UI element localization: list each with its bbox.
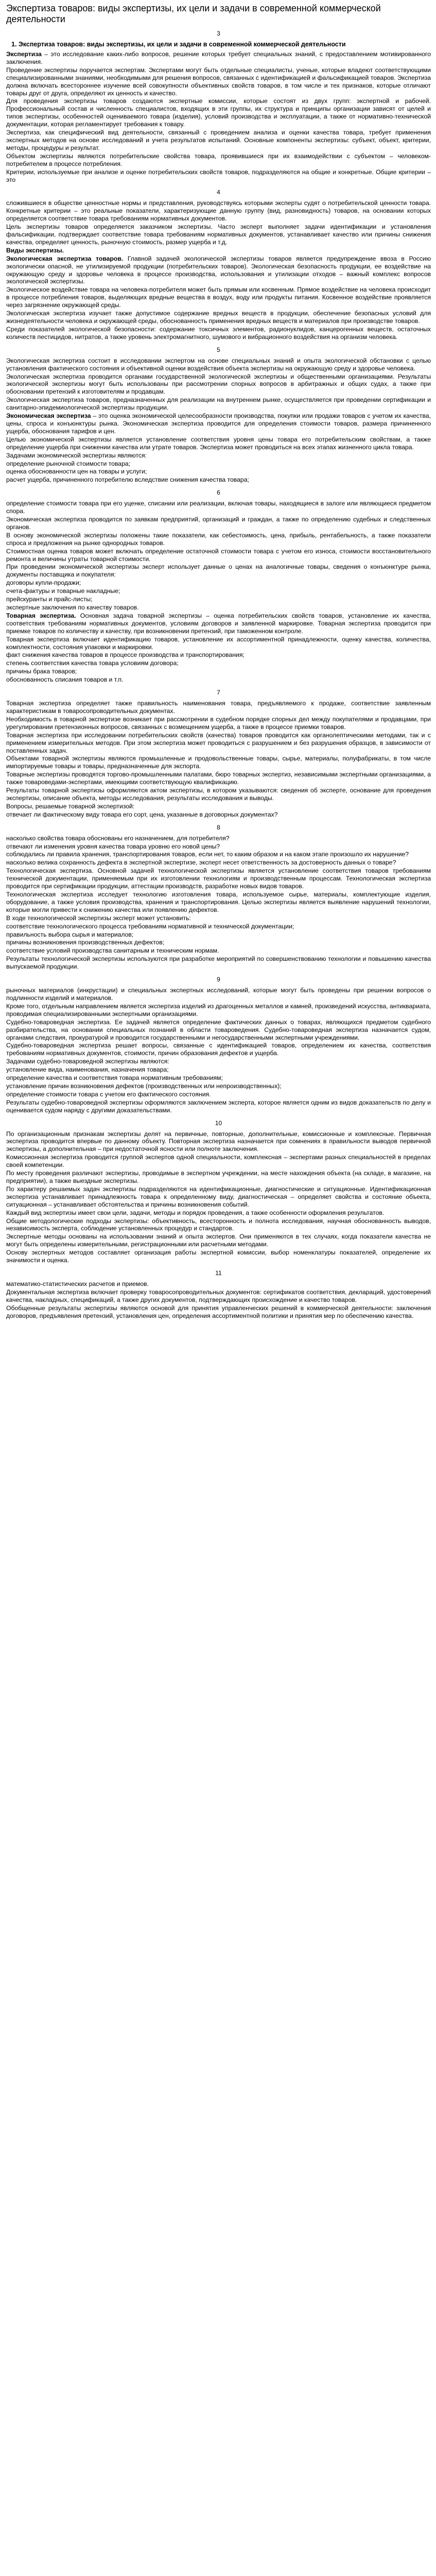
paragraph — [6, 1185, 431, 1209]
paragraph-text: обоснованность списания товаров и т.п. — [6, 676, 124, 684]
paragraph-lead: Товарная экспертиза. — [6, 612, 76, 619]
paragraph — [6, 286, 431, 309]
paragraph — [6, 66, 431, 97]
paragraph-text: отвечают ли изменения уровня качества товара уровню его новой цены? — [6, 842, 220, 850]
paragraph-text: определение качества и соответствия товара нормативным требованиям; — [6, 1074, 223, 1082]
paragraph-text: Экспертиза, как специфический вид деятельности, связанный с проведением анализа и оценки качества товара, требует применения экспертных методов на основе исследований и учета результатов испытаний. Основные компоненты экспертизы: субъект, объект, критерии, методы, процедуры и результат. — [6, 129, 431, 151]
paragraph-text: экспертные заключения по качеству товаров. — [6, 604, 139, 611]
paragraph — [6, 947, 431, 955]
paragraph — [6, 563, 431, 579]
paragraph-text: Документальная экспертиза включает проверку товаросопроводительных документов: сертификатов соответствия, деклараций, удостоверений качества, накладных, спецификаций, а также других документов, подтверждающих происхождение и качество товаров. — [6, 1288, 431, 1303]
paragraph-text: Экологическая экспертиза проводится органами государственной экологической экспертизы и общественными организациями. Результаты экологической экспертизы могут быть использованы при рассмотрении спорных вопросов в арбитражных и общих судах, а также при обосновании претензий к изготовителям и продавцам. — [6, 372, 431, 396]
page-number: 11 — [215, 1269, 222, 1277]
paragraph — [6, 373, 431, 396]
page-number: 5 — [217, 346, 220, 353]
paragraph-text: отвечает ли фактическому виду товара его сорт, цена, указанные в договорных документах? — [6, 810, 278, 818]
paragraph-text: Для проведения экспертизы товаров создаются экспертные комиссии, которые состоят из двух групп: экспертной и рабочей. Профессиональный состав и численность специалистов, входящих в эти группы, их структура и принципы организации зависят от целей и типов экспертизы, особенностей оцениваемого товара (изделия), условий производства и эксплуатации, а также от нормативно-технической документации, которая регламентирует требования к товару. — [6, 97, 431, 128]
section-heading — [6, 41, 431, 48]
paragraph-text: Задачами экономической экспертизы являются: — [6, 451, 147, 459]
paragraph — [6, 732, 431, 755]
paragraph-text: Объектами товарной экспертизы являются промышленные и продовольственные товары, сырье, материалы, полуфабрикаты, в том числе импортируемые товары и товары, предназначенные для экспорта. — [6, 755, 431, 770]
paragraph — [6, 1082, 431, 1090]
paragraph-text: рыночных материалов (инкрустации) и специальных экспертных исследований, которые могут быть проведены при решении вопросов о подлинности изделий и материалов. — [6, 987, 431, 1002]
page-number: 7 — [217, 689, 220, 697]
page-number: 3 — [217, 30, 220, 37]
paragraph — [6, 651, 431, 659]
paragraph-text: Экологическая экспертиза изучает также допустимое содержание вредных веществ в продукции, обеспечение безопасных условий для жизнедеятельности человека и окружающей среды, обоснованность применения вредных веществ и материалов при производстве товаров. — [6, 310, 431, 325]
paragraph — [6, 436, 431, 451]
paragraph-text: Задачами судебно-товароведной экспертизы являются: — [6, 1058, 169, 1065]
paragraph-text: Главной задачей экологической экспертизы товаров является предупреждение ввоза в Россию экологически опасной, не утилизируемой продукции (потребительских товаров). Экологическая безопасность продукции, ее воздействие на окружающую среду и здоровье человека в процессе производства, использования и утилизации отходов – важный комплекс вопросов экологической экспертизы. — [6, 255, 431, 285]
paragraph — [6, 1209, 431, 1217]
paragraph-text: Каждый вид экспертизы имеет свои цели, задачи, методы и порядок проведения, а также особенности оформления результатов. — [6, 1209, 385, 1216]
paragraph — [6, 1304, 431, 1320]
paragraph — [6, 1289, 431, 1304]
paragraph — [6, 247, 431, 255]
paragraph-text: Стоимостная оценка товаров может включать определение остаточной стоимости товара с учетом его износа, стоимости восстановительного ремонта и величины утраты товарной стоимости. — [6, 547, 431, 563]
paragraph-text: В основу экономической экспертизы положены такие показатели, как себестоимость, цена, прибыль, рентабельность, а также показатели спроса и предложения на рынке однородных товаров. — [6, 531, 431, 547]
paragraph — [6, 931, 431, 939]
paragraph — [6, 310, 431, 325]
paragraph-text: правильность выбора сырья и материалов; — [6, 930, 134, 938]
paragraph — [6, 787, 431, 802]
paragraph — [6, 412, 431, 435]
paragraph — [6, 811, 431, 819]
page-number: 8 — [217, 823, 220, 831]
page-number: 4 — [217, 189, 220, 196]
paragraph-lead: Виды экспертизы. — [6, 246, 64, 254]
paragraph — [6, 199, 431, 223]
paragraph-text: По характеру решаемых задач экспертизы подразделяются на идентификационные, диагностические и ситуационные. Идентификационная экспертиза устанавливает принадлежность товара к определенному виду, диагностическая – определяет свойства и состояние объекта, ситуационная – устанавливает обстоятельства и причины возникновения событий. — [6, 1185, 431, 1208]
paragraph-text: факт снижения качества товаров в процессе производства и транспортирования; — [6, 651, 245, 659]
paragraph-text: определение рыночной стоимости товара; — [6, 460, 131, 467]
paragraph-text: определение стоимости товара при его уценке, списании или реализации, включая товары, находящиеся в залоге или являющиеся предметом спора. — [6, 500, 431, 515]
paragraph — [6, 1154, 431, 1169]
paragraph — [6, 659, 431, 667]
paragraph-text: Судебно-товароведная экспертиза решает вопросы, связанные с идентификацией товаров, определением их качества, соответствия требованиям нормативных документов, стоимости, причин образования дефектов и ущерба. — [6, 1042, 431, 1057]
paragraph — [6, 955, 431, 971]
paragraph-text: расчет ущерба, причиненного потребителю вследствие снижения качества товара; — [6, 476, 249, 484]
paragraph-text: При проведении экономической экспертизы эксперт использует данные о ценах на аналогичные товары, сведения о конъюнктуре рынка, документы поставщика и покупателя: — [6, 563, 431, 579]
paragraph-text: насколько свойства товара обоснованы его назначением, для потребителя? — [6, 834, 230, 842]
paragraph-text: счета-фактуры и товарные накладные; — [6, 587, 120, 595]
paragraph — [6, 1042, 431, 1057]
paragraph-text: Товарная экспертиза включает идентификацию товаров, установление их ассортиментной принадлежности, оценку качества, количества, комплектности, состояния упаковки и маркировки. — [6, 635, 431, 651]
paragraph-text: Кроме того, отдельным направлением является экспертиза изделий из драгоценных металлов и камней, произведений искусства, антиквариата, проводимая специализированными экспертными организациями. — [6, 1002, 431, 1018]
paragraph — [6, 1091, 431, 1098]
paragraph — [6, 914, 431, 922]
paragraph — [6, 152, 431, 168]
paragraph — [6, 476, 431, 484]
paragraph-text: Товарная экспертиза определяет также правильность наименования товара, предъявляемого к продаже, соответствие заявленным характеристикам в товаросопроводительных документах. — [6, 700, 431, 715]
paragraph — [6, 923, 431, 930]
paragraph-text: Основу экспертных методов составляет организация работы экспертной комиссии, выбор номенклатуры показателей, определение их значимости и оценка. — [6, 1249, 431, 1264]
page-number: 9 — [217, 976, 220, 984]
paragraph — [6, 939, 431, 946]
paragraph-text: Цель экспертизы товаров определяется заказчиком экспертизы. Часто эксперт выполняет задачи идентификации и установления фальсификации, подтверждает соответствие товара требованиям нормативных документов, устанавливает качество или причины снижения качества, определяет ценность, рыночную стоимость, размер ущерба и т.д. — [6, 223, 431, 246]
paragraph-text: Критерии, используемые при анализе и оценке потребительских свойств товаров, подразделяются на общие и конкретные. Общие критерии – это — [6, 168, 431, 183]
page-number: 10 — [215, 1119, 222, 1127]
paragraph-text: Экологическое воздействие товара на человека-потребителя может быть прямым или косвенным. Прямое воздействие на человека происходит в процессе потребления товаров, выделяющих вредные вещества в воздух, воду или продукты питания. Косвенное воздействие проявляется через загрязнение окружающей среды. — [6, 286, 431, 309]
paragraph-text: соблюдались ли правила хранения, транспортирования товаров, если нет, то каким образом и на каком этапе произошло их нарушение? — [6, 851, 409, 858]
paragraph-text: Необходимость в товарной экспертизе возникает при рассмотрении в судебном порядке спорных дел между покупателями и продавцами, при урегулировании претензионных вопросов, связанных с возмещением ущерба, а также в процессе приемки товаров. — [6, 715, 431, 731]
paragraph — [6, 460, 431, 468]
paragraph — [6, 1249, 431, 1264]
paragraph — [6, 255, 431, 286]
paragraph-text: Результаты судебно-товароведной экспертизы оформляются заключением эксперта, которое является одним из видов доказательств по делу и оценивается судом наряду с другими доказательствами. — [6, 1098, 431, 1114]
paragraph — [6, 579, 431, 587]
paragraph-lead: Экспертиза — [6, 50, 42, 58]
page-number: 6 — [217, 489, 220, 497]
paragraph — [6, 851, 431, 858]
paragraph — [6, 1099, 431, 1114]
paragraph-text: Судебно-товароведная экспертиза. Ее задачей является определение фактических данных о товарах, являющихся предметом судебного разбирательства, на основании специальных познаний в области товароведения. Судебно-товароведная экспертиза назначается судом, органами следствия, прокуратурой и проводится государственными и негосударственными экспертными учреждениями. — [6, 1018, 431, 1041]
paragraph — [6, 129, 431, 152]
paragraph-text: соответствие технологического процесса требованиям нормативной и технической документации; — [6, 922, 294, 930]
paragraph-text: – это оценка экономической целесообразности производства, покупки или продажи товаров с учетом их качества, цены, спроса и конъюнктуры рынка. Экономическая экспертиза проводится для определения стоимости товаров, размера причиненного ущерба, обоснования тарифов и цен. — [6, 412, 431, 435]
paragraph-lead: Экологическая экспертиза товаров. — [6, 255, 124, 262]
paragraph-text: насколько велика сохранность дефекта в экспертной экспертизе, эксперт несет ответственность за достоверность данных о товаре? — [6, 859, 396, 867]
paragraph — [6, 891, 431, 914]
paragraph — [6, 357, 431, 372]
paragraph — [6, 604, 431, 612]
paragraph — [6, 987, 431, 1002]
paragraph-text: – это исследование каких-либо вопросов, решение которых требует специальных знаний, с предоставлением мотивированного заключения. — [6, 50, 431, 65]
paragraph — [6, 1058, 431, 1065]
paragraph — [6, 97, 431, 128]
paragraph-text: По месту проведения различают экспертизы, проводимые в экспертном учреждении, на месте нахождения объекта (на складе, в магазине, на предприятии), а также выездные экспертизы. — [6, 1170, 431, 1184]
paragraph — [6, 396, 431, 412]
paragraph — [6, 500, 431, 515]
paragraph — [6, 668, 431, 675]
paragraph-text: Товарная экспертиза при исследовании потребительских свойств (качества) товаров проводится как органолептическими методами, так и с применением измерительных методов. При этом экспертиза может проводиться с разрушением и без разрушения образцов, в зависимости от поставленных задач. — [6, 731, 431, 754]
paragraph-text: Проведение экспертизы поручается экспертам. Экспертами могут быть отдельные специалисты, ученые, которые владеют соответствующими специализированными знаниями, необходимыми для решения вопросов, связанных с идентификацией и фальсификацией товаров. Экспертиза должна включать всестороннее изучение всей совокупности объективных свойств товаров, в том числе и тех признаков, которые отличают товары друг от друга, определяют их ценность и качество. — [6, 66, 431, 97]
paragraph-text: Общие методологические подходы экспертизы: объективность, всесторонность и полнота исследования, научная обоснованность выводов, независимость эксперта, соблюдение установленных процедур и стандартов. — [6, 1217, 431, 1232]
paragraph-text: установление причин возникновения дефектов (производственных или непроизводственных); — [6, 1082, 282, 1090]
paragraph — [6, 548, 431, 563]
paragraph-text: Обобщенные результаты экспертизы являются основой для принятия управленческих решений в коммерческой деятельности: заключения договоров, предъявления претензий, установления цен, определения ассортиментной политики и принятия мер по обеспечению качества. — [6, 1304, 431, 1319]
paragraph — [6, 716, 431, 731]
paragraph-text: степень соответствия качества товара условиям договора; — [6, 659, 179, 667]
paragraph — [6, 587, 431, 595]
paragraph-text: По организационным признакам экспертизы делят на первичные, повторные, дополнительные, комиссионные и комплексные. Первичная экспертиза проводится впервые по данному объекту. Повторная экспертиза назначается при сомнениях в правильности выводов первичной экспертизы, а дополнительная – при недостаточной ясности или полноте заключения. — [6, 1130, 431, 1153]
paragraph-text: Вопросы, решаемые товарной экспертизой: — [6, 802, 135, 810]
paragraph-text: Результаты технологической экспертизы используются при разработке мероприятий по совершенствованию технологии и повышению качества выпускаемой продукции. — [6, 955, 431, 971]
paragraph — [6, 468, 431, 476]
paragraph — [6, 859, 431, 867]
paragraph-text: Результаты товарной экспертизы оформляются актом экспертизы, в котором указываются: сведения об эксперте, основание для проведения экспертизы, описание объекта, методы исследования, результаты исследования и выводы. — [6, 787, 431, 802]
paragraph-text: Среди показателей экологической безопасности: содержание токсичных элементов, радионуклидов, канцерогенных веществ, остаточных количеств пестицидов, нитратов, а также уровень электромагнитного, шумового и вибрационного воздействия на организм человека. — [6, 325, 431, 341]
paragraph — [6, 1280, 431, 1288]
paragraph — [6, 612, 431, 635]
paragraph — [6, 771, 431, 786]
paragraph-text: Основная задача товарной экспертизы – оценка потребительских свойств товаров, установление их качества, соответствия требованиям нормативных документов, условиям договоров и заявленной маркировке. Товарная экспертиза проводится при приемке товаров по количеству и качеству, при возникновении претензий, при таможенном контроле. — [6, 612, 431, 635]
paragraph-text: прейскуранты и прайс-листы; — [6, 596, 93, 603]
paragraph — [6, 700, 431, 715]
paragraph — [6, 596, 431, 603]
paragraph-text: Технологическая экспертиза исследует технологию изготовления товара, используемое сырье, материалы, комплектующие изделия, оборудование, а также условия производства, хранения и транспортирования. Целью экспертизы является выявление нарушений технологии, которые могли привести к снижению качества или появлению дефектов. — [6, 891, 431, 913]
paragraph-text: Товарные экспертизы проводятся торгово-промышленными палатами, бюро товарных экспертиз, независимыми экспертными организациями, а также товароведами-экспертами, имеющими соответствующую квалификацию. — [6, 771, 431, 786]
paragraph — [6, 326, 431, 341]
paragraph-text: Экологическая экспертиза состоит в исследовании экспертом на основе специальных знаний и опыта экологической обстановки с целью установления фактического состояния и объективной оценки воздействия объекта экспертизы на окружающую среду и здоровье человека. — [6, 357, 431, 372]
paragraph — [6, 1074, 431, 1082]
paragraph — [6, 168, 431, 184]
document-title: Экспертиза товаров: виды экспертизы, их цели и задачи в современной коммерческой деятельности — [6, 3, 381, 24]
paragraph — [6, 1233, 431, 1248]
paragraph-text: Комиссионная экспертиза проводится группой экспертов одной специальности, комплексная – экспертами разных специальностей в пределах своей компетенции. — [6, 1154, 431, 1169]
paragraph — [6, 755, 431, 770]
paragraph-text: определение стоимости товара с учетом его фактического состояния. — [6, 1090, 211, 1098]
paragraph — [6, 1019, 431, 1042]
paragraph-text: соответствие условий производства санитарным и техническим нормам. — [6, 947, 219, 955]
paragraph — [6, 532, 431, 547]
paragraph — [6, 1217, 431, 1233]
paragraph — [6, 803, 431, 810]
paragraph — [6, 636, 431, 651]
paragraph — [6, 676, 431, 684]
paragraph — [6, 867, 431, 890]
paragraph-text: установление вида, наименования, назначения товара; — [6, 1066, 169, 1074]
paragraph — [6, 835, 431, 842]
paragraph-text: причины брака товаров; — [6, 668, 77, 675]
paragraph-text: Экспертные методы основаны на использовании знаний и опыта экспертов. Они применяются в тех случаях, когда показатели качества не могут быть определены измерительными, регистрационными или расчетными методами. — [6, 1233, 431, 1248]
paragraph — [6, 1066, 431, 1074]
paragraph-text: Технологическая экспертиза. Основной задачей технологической экспертизы является установление соответствия товаров требованиям технической документации, применяемым при их изготовлении технологиям и производственным процессам. Технологическая экспертиза проводится при сертификации продукции, аттестации производств, разработке новых видов товаров. — [6, 867, 431, 890]
paragraph — [6, 1170, 431, 1185]
paragraph-text: договоры купли-продажи; — [6, 579, 81, 587]
paragraph-text: Экономическая экспертиза проводится по заявкам предприятий, организаций и граждан, а также по определению судебных и следственных органов. — [6, 516, 431, 531]
document-body — [6, 30, 431, 1320]
paragraph-text: математико-статистических расчетов и приемов. — [6, 1280, 149, 1287]
paragraph — [6, 516, 431, 531]
paragraph-text: оценка обоснованности цен на товары и услуги; — [6, 468, 147, 476]
paragraph-text: Объектом экспертизы являются потребительские свойства товара, проявившиеся при их взаимодействии с субъектом – человеком-потребителем в процессе потребления. — [6, 152, 431, 167]
paragraph — [6, 452, 431, 460]
paragraph-text: В ходе технологической экспертизы эксперт может установить: — [6, 914, 191, 922]
paragraph-text: сложившиеся в обществе ценностные нормы и представления, руководствуясь которыми эксперты судят о потребительской ценности товара. Конкретные критерии – это реальные показатели, характеризующие данную группу (вид, разновидность) товаров, на основании которых определяется соответствие товара требованиям нормативных документов. — [6, 199, 431, 223]
paragraph — [6, 50, 431, 66]
paragraph — [6, 1130, 431, 1154]
paragraph-text: Целью экономической экспертизы является установление соответствия уровня цены товара его потребительским свойствам, а также определение ущерба при снижении качества или утрате товаров. Экспертиза может проводиться на всех этапах жизненного цикла товара. — [6, 435, 431, 451]
paragraph — [6, 1003, 431, 1018]
paragraph-lead: Экономическая экспертиза — [6, 412, 91, 420]
paragraph-text: Экологическая экспертиза товаров, предназначенных для реализации на внутреннем рынке, осуществляется при проведении сертификации и санитарно-эпидемиологической экспертизы продукции. — [6, 396, 431, 412]
paragraph — [6, 843, 431, 851]
section-heading-text: 1. Экспертиза товаров: виды экспертизы, их цели и задачи в современной коммерческой деятельности — [11, 41, 346, 48]
paragraph — [6, 223, 431, 246]
paragraph-text: причины возникновения производственных дефектов; — [6, 939, 165, 946]
